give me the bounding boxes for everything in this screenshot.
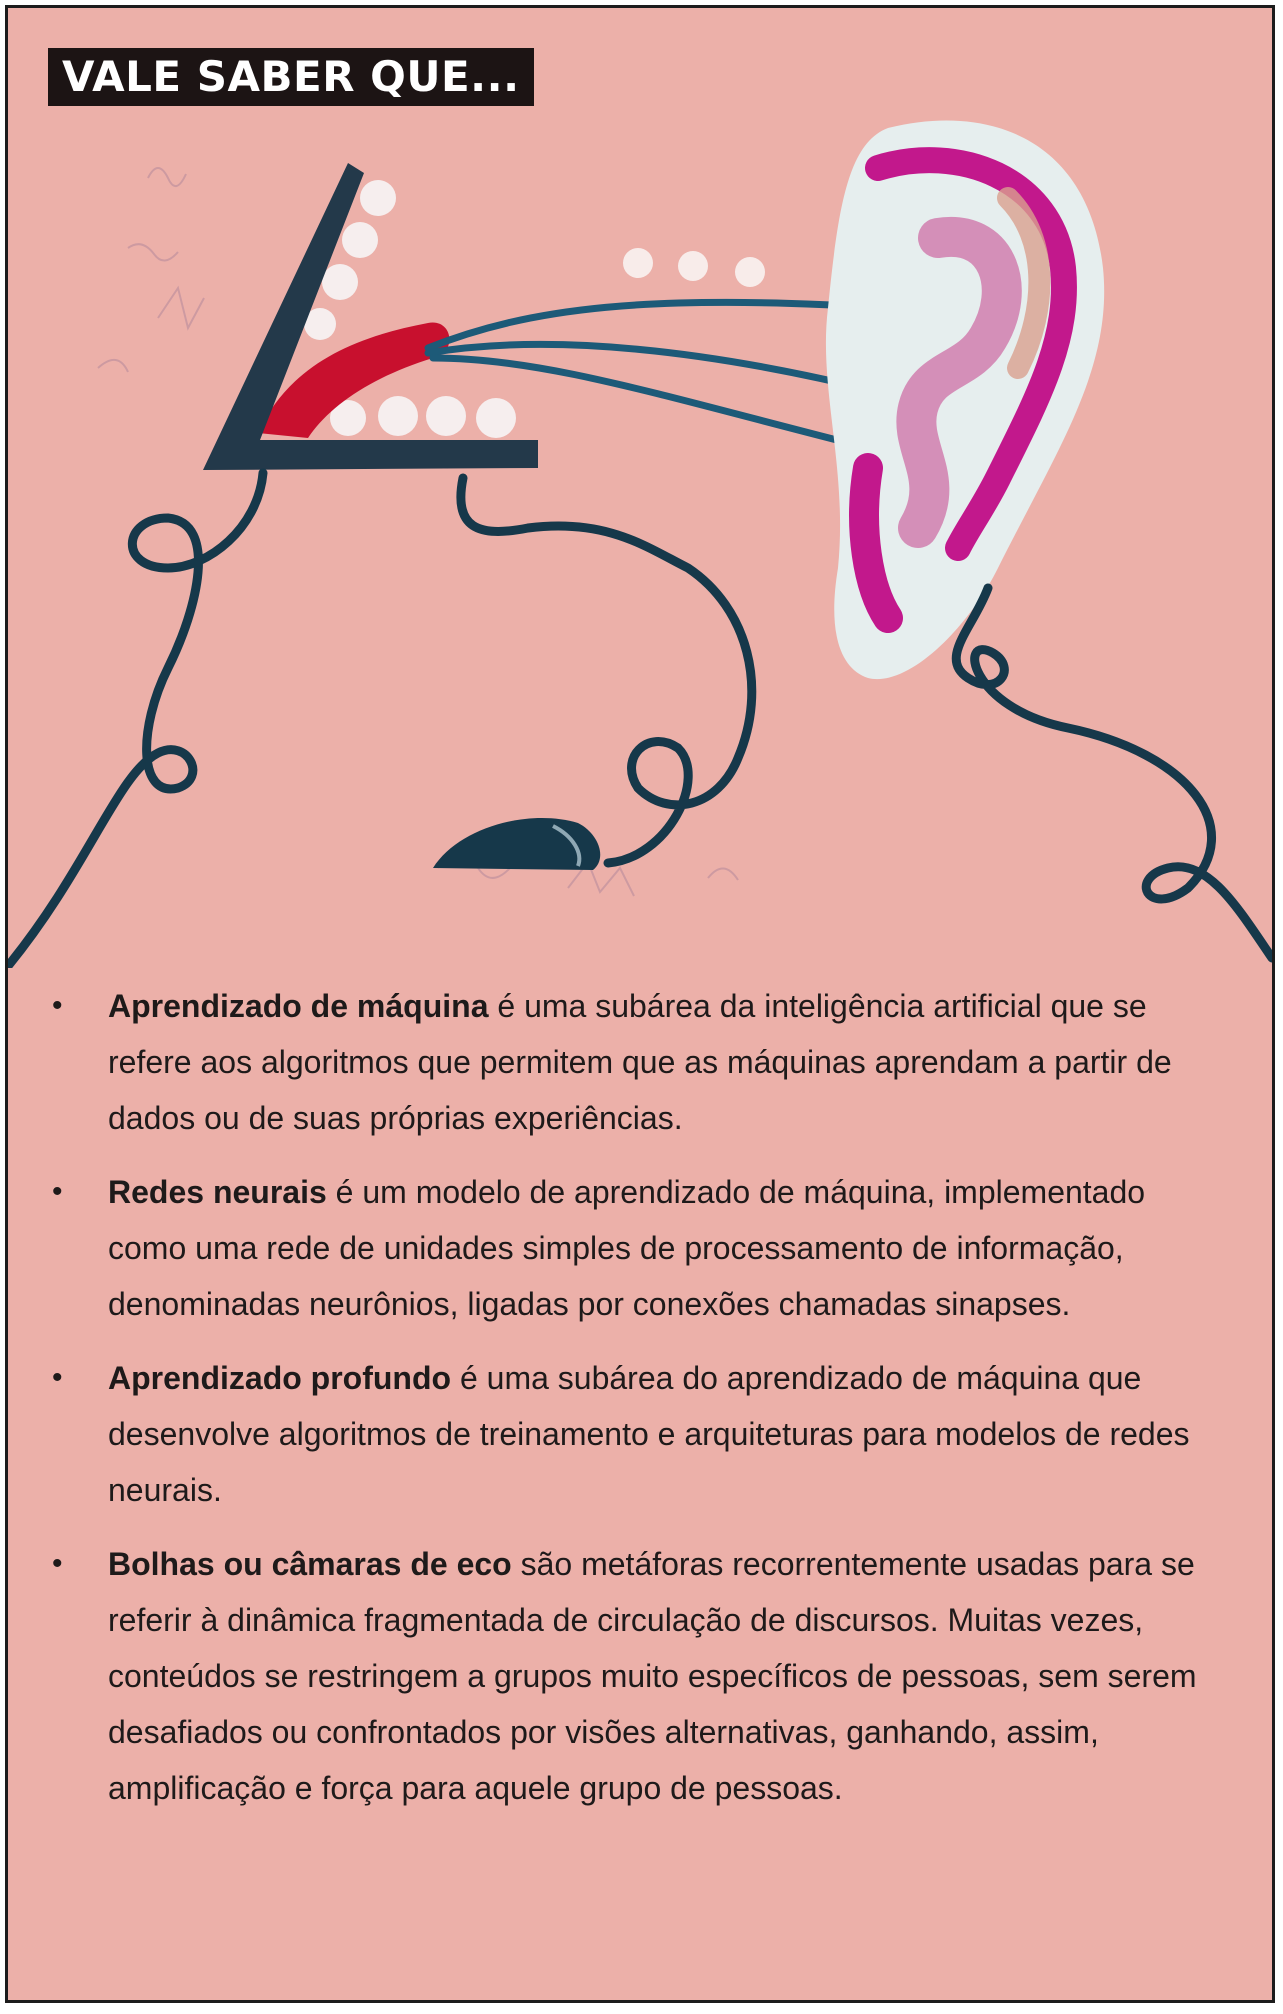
sound-dot: [735, 257, 765, 287]
cable-right: [956, 588, 1272, 958]
sound-dot: [678, 251, 708, 281]
bullet: •: [52, 1547, 63, 1580]
mouth-icon: [203, 163, 538, 470]
list-item: [8, 1350, 1272, 1518]
illustration: [8, 8, 1272, 968]
tooth: [378, 396, 418, 436]
tooth: [322, 264, 358, 300]
list-item: [8, 1536, 1272, 1816]
term: Redes neurais: [108, 1174, 327, 1210]
section-heading: VALE SABER QUE...: [48, 48, 534, 106]
term: Aprendizado profundo: [108, 1360, 452, 1396]
cables: [8, 473, 1272, 966]
cable-middle: [461, 478, 752, 863]
sound-dot: [623, 248, 653, 278]
tooth: [342, 222, 378, 258]
list-item: [8, 1164, 1272, 1332]
definition: é uma subárea da inteligência artificial que se refere aos algoritmos que permitem que as máquinas aprendam a partir de dados ou de suas próprias experiências.: [108, 988, 1172, 1136]
list-item: [8, 978, 1272, 1146]
bullet: •: [52, 1361, 63, 1394]
cable-left: [8, 473, 263, 966]
term: Aprendizado de máquina: [108, 988, 489, 1024]
tooth: [426, 396, 466, 436]
tooth: [476, 398, 516, 438]
definition: são metáforas recorrentemente usadas para se referir à dinâmica fragmentada de circulação de discursos. Muitas vezes, conteúdos se restringem a grupos muito específicos de pessoas, sem serem desafiados ou confrontados por visões alternativas, ganhando, assim, amplificação e força para aquele grupo de pessoas.: [108, 1546, 1197, 1806]
term: Bolhas ou câmaras de eco: [108, 1546, 512, 1582]
tooth: [360, 180, 396, 216]
info-card: [5, 5, 1275, 2003]
sound-dots: [623, 248, 765, 287]
bullet: •: [52, 1175, 63, 1208]
ear-icon: [826, 120, 1104, 679]
bullet: •: [52, 989, 63, 1022]
definition-list: [8, 978, 1272, 1834]
definition: é um modelo de aprendizado de máquina, implementado como uma rede de unidades simples de processamento de informação, denominadas neurônios, ligadas por conexões chamadas sinapses.: [108, 1174, 1146, 1322]
definition: é uma subárea do aprendizado de máquina que desenvolve algoritmos de treinamento e arquiteturas para modelos de redes neurais.: [108, 1360, 1190, 1508]
